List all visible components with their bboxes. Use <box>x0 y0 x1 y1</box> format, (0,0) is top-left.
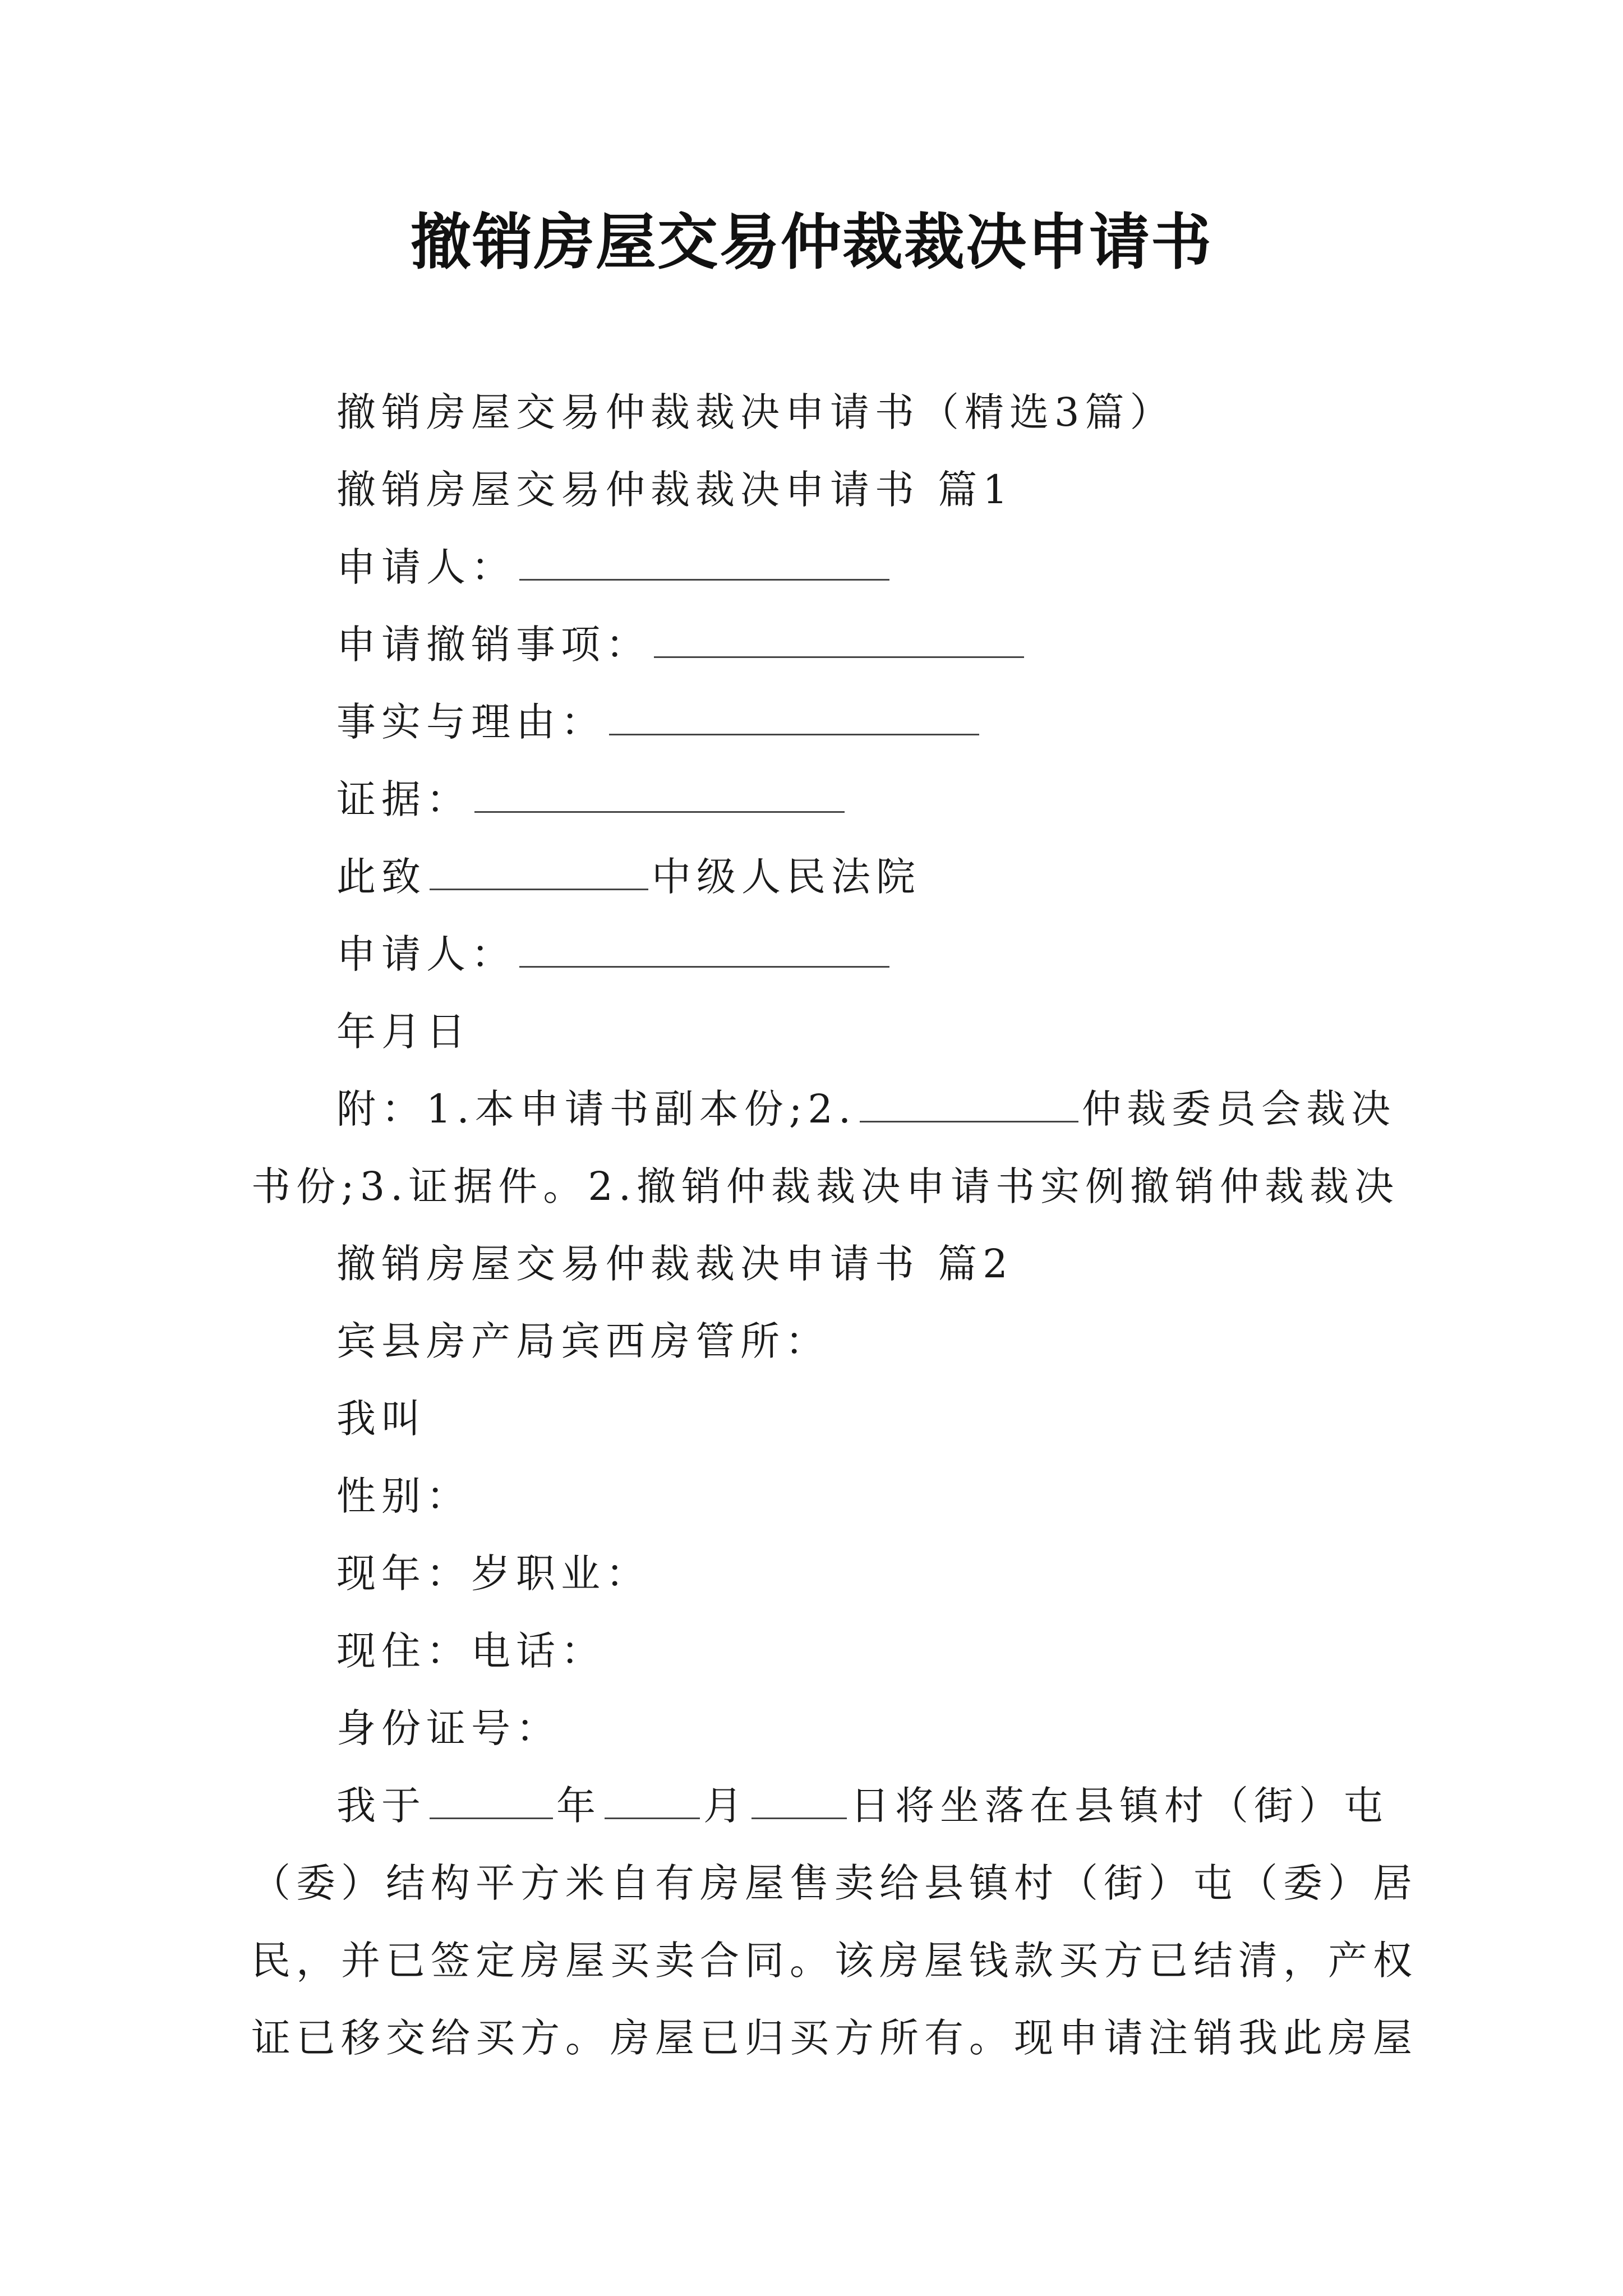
court-line <box>336 852 921 902</box>
matter-label: 申请撤销事项： <box>336 622 651 668</box>
part1-heading: 撤销房屋交易仲裁裁决申请书 篇1 <box>336 467 1013 513</box>
day-blank <box>751 1783 847 1819</box>
evidence-label: 证据： <box>336 776 471 822</box>
applicant2-line <box>336 929 893 979</box>
recipient-line: 宾县房产局宾西房管所： <box>336 1318 830 1364</box>
body-line-3: 民，并已签定房屋买卖合同。该房屋钱款买方已结清，产权 <box>251 1938 1418 1984</box>
body-line-1 <box>336 1780 1389 1831</box>
age-job-line: 现年：岁职业： <box>336 1550 651 1596</box>
applicant-line <box>336 542 893 592</box>
applicant-blank <box>519 544 889 581</box>
attachment-continuation: 书份;3.证据件。2.撤销仲裁裁决申请书实例撤销仲裁裁决 <box>251 1163 1400 1209</box>
month-label: 月 <box>703 1783 748 1829</box>
attachment-blank <box>860 1086 1078 1122</box>
matter-blank <box>654 622 1024 658</box>
court-blank <box>430 854 648 890</box>
gender-line: 性别： <box>336 1473 471 1519</box>
applicant2-blank <box>519 931 889 968</box>
body-start: 我于 <box>336 1783 426 1829</box>
facts-line <box>336 697 983 747</box>
year-blank <box>430 1783 553 1819</box>
applicant-label: 申请人： <box>336 544 516 590</box>
document-subtitle: 撤销房屋交易仲裁裁决申请书（精选3篇） <box>336 389 1175 435</box>
matter-line <box>336 619 1027 670</box>
part2-heading: 撤销房屋交易仲裁裁决申请书 篇2 <box>336 1241 1013 1287</box>
court-prefix: 此致 <box>336 854 426 900</box>
document-title: 撤销房屋交易仲裁裁决申请书 <box>410 208 1212 278</box>
evidence-line <box>336 774 848 825</box>
date-line: 年月日 <box>336 1009 471 1055</box>
attachment-text-b: 仲裁委员会裁决 <box>1082 1086 1396 1132</box>
address-phone-line: 现住：电话： <box>336 1628 606 1674</box>
evidence-blank <box>474 776 845 813</box>
body-line-4: 证已移交给买方。房屋已归买方所有。现申请注销我此房屋 <box>251 2015 1418 2061</box>
attachment-line <box>336 1084 1396 1134</box>
year-label: 年 <box>556 1783 601 1829</box>
name-line: 我叫 <box>336 1396 426 1442</box>
id-line: 身份证号： <box>336 1705 561 1751</box>
month-blank <box>605 1783 700 1819</box>
facts-label: 事实与理由： <box>336 699 606 745</box>
attachment-text-a: 附：1.本申请书副本份;2. <box>336 1086 857 1132</box>
body-line-2: （委）结构平方米自有房屋售卖给县镇村（街）屯（委）居 <box>251 1860 1418 1906</box>
applicant2-label: 申请人： <box>336 931 516 977</box>
court-suffix: 中级人民法院 <box>652 854 921 900</box>
body-line1-end: 日将坐落在县镇村（街）屯 <box>850 1783 1389 1829</box>
facts-blank <box>609 699 979 735</box>
